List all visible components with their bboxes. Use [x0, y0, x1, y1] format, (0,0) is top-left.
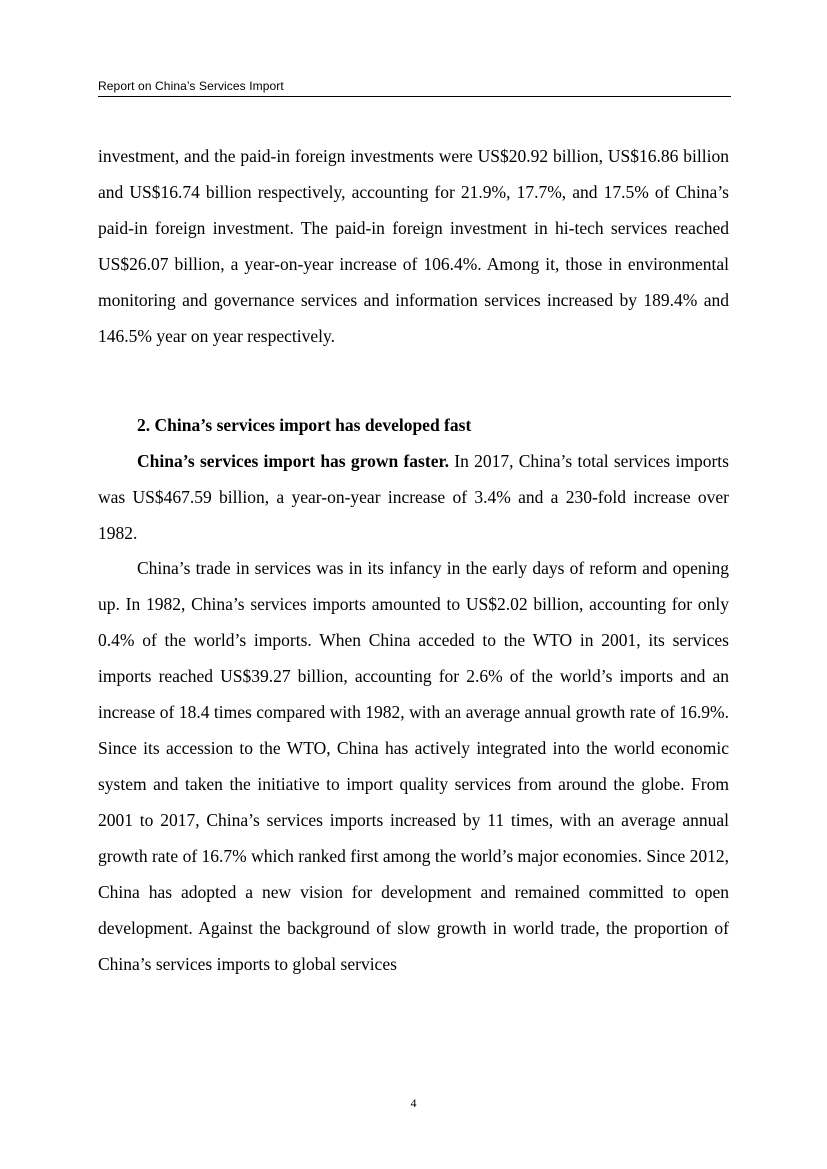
- running-header-title: Report on China’s Services Import: [98, 79, 284, 93]
- section-heading: 2. China’s services import has developed fast: [137, 415, 472, 435]
- paragraph-lead-sentence: China’s services import has grown faster.: [137, 451, 449, 471]
- paragraph-text: investment, and the paid-in foreign investments were US$20.92 billion, US$16.86 billion and US$16.74 billion respectively, accounting for 21.9%, 17.7%, and 17.5% of China’s paid-in foreign investment. The paid-in foreign investment in hi-tech services reached US$26.07 billion, a year-on-year increase of 106.4%. Among it, those in environmental monitoring and governance services and information services increased by 189.4% and 146.5% year on year respectively.: [98, 146, 729, 346]
- paragraph-history: [98, 550, 729, 982]
- running-header: [98, 78, 731, 97]
- paragraph-services-import-growth: [98, 443, 729, 551]
- paragraph-investment-continuation: [98, 138, 729, 354]
- page-number: 4: [410, 1096, 417, 1110]
- paragraph-text: China’s trade in services was in its infancy in the early days of reform and opening up. In 1982, China’s services imports amounted to US$2.02 billion, accounting for only 0.4% of the world’s imports. When China acceded to the WTO in 2001, its services imports reached US$39.27 billion, accounting for 2.6% of the world’s imports and an increase of 18.4 times compared with 1982, with an average annual growth rate of 16.9%. Since its accession to the WTO, China has actively integrated into the world economic system and taken the initiative to import quality services from around the globe. From 2001 to 2017, China’s services imports increased by 11 times, with an average annual growth rate of 16.7% which ranked first among the world’s major economies. Since 2012, China has adopted a new vision for development and remained committed to open development. Against the background of slow growth in world trade, the proportion of China’s services imports to global services: [98, 558, 729, 974]
- paragraph-text: [98, 443, 729, 551]
- paragraph-body: In 2017, China’s total services imports was US$467.59 billion, a year-on-year increase of 3.4% and a 230-fold increase over 1982.: [98, 451, 729, 543]
